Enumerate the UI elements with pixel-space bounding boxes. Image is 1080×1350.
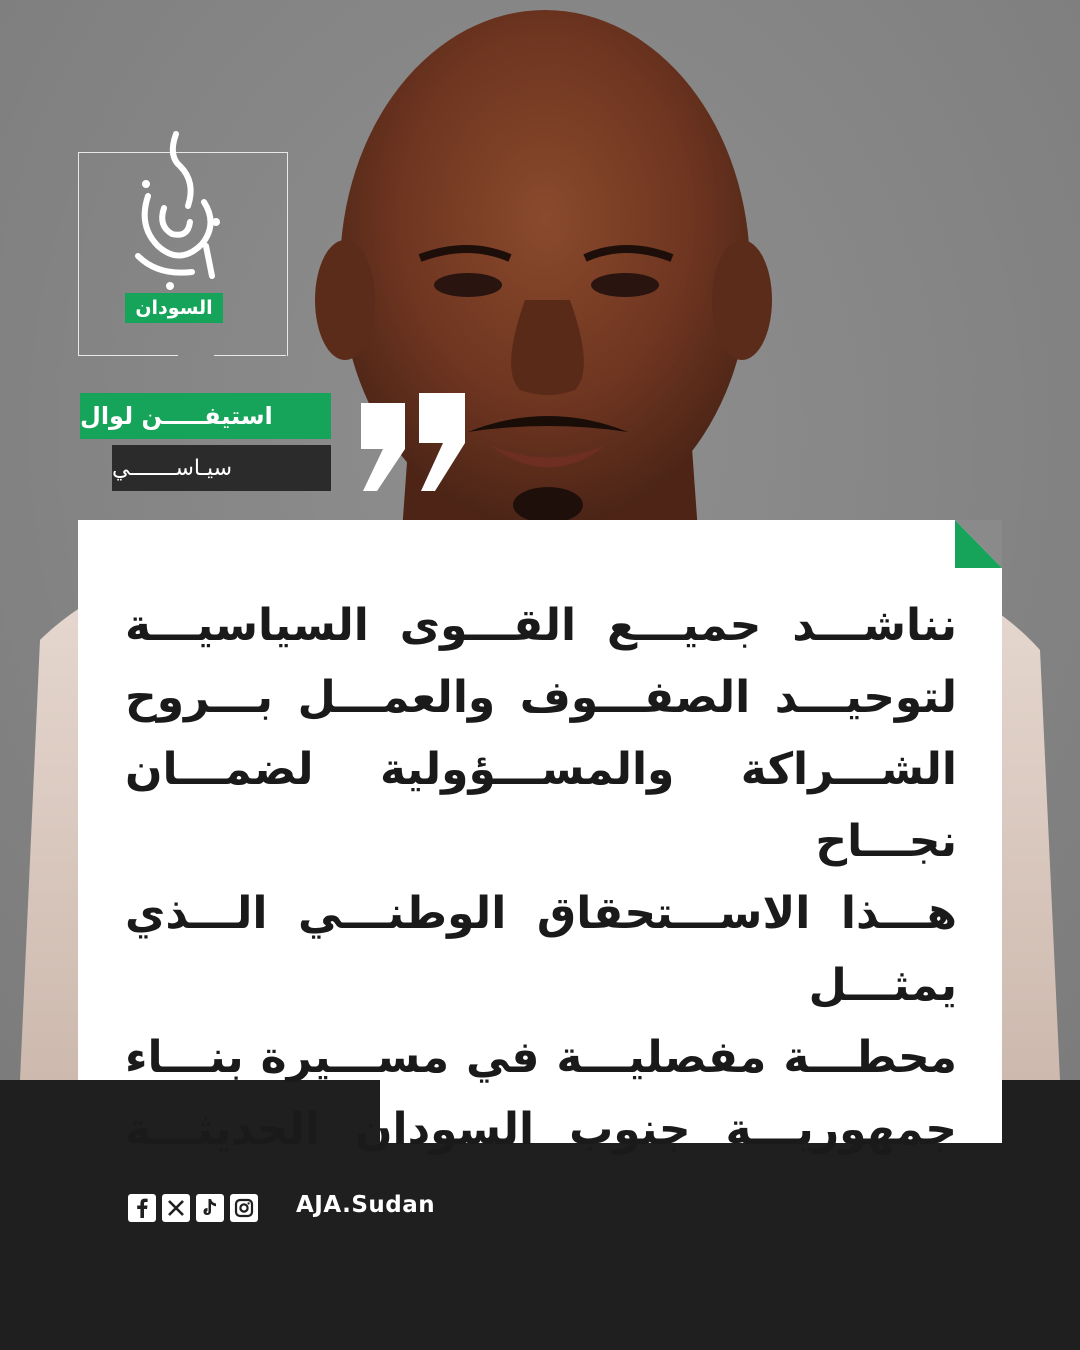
logo-frame-rule xyxy=(214,355,286,356)
social-handle[interactable]: AJA.Sudan xyxy=(296,1192,436,1218)
quote-line: الشـــراكة والمســـؤولية لضمـــان نجـــاح xyxy=(125,744,957,867)
aljazeera-logo-icon xyxy=(118,126,228,294)
facebook-icon[interactable] xyxy=(128,1194,156,1222)
quote-line: جمهوريـــة جنوب السودان الحديثـــة xyxy=(125,1104,957,1155)
tiktok-icon[interactable] xyxy=(196,1194,224,1222)
quote-line: لتوحيـــد الصفـــوف والعمـــل بـــروح xyxy=(125,672,957,723)
quote-line: محطـــة مفصليـــة في مســـيرة بنـــاء xyxy=(125,1032,957,1083)
corner-fold xyxy=(955,520,1002,568)
x-icon[interactable] xyxy=(162,1194,190,1222)
speaker-role: سيـاســـــــي xyxy=(112,445,331,491)
social-icons xyxy=(128,1194,258,1222)
quote-line: نناشـــد جميـــع القـــوى السياسيـــة xyxy=(125,600,957,651)
instagram-icon[interactable] xyxy=(230,1194,258,1222)
quote-line: هـــذا الاســـتحقاق الوطنـــي الـــذي يمثـــل xyxy=(125,888,957,1011)
region-badge: السودان xyxy=(125,293,223,323)
logo-frame-rule xyxy=(78,355,178,356)
quote-marks-icon xyxy=(357,393,469,493)
speaker-name: استيفـــــن لوال xyxy=(80,393,331,439)
quote-text xyxy=(125,590,957,1155)
